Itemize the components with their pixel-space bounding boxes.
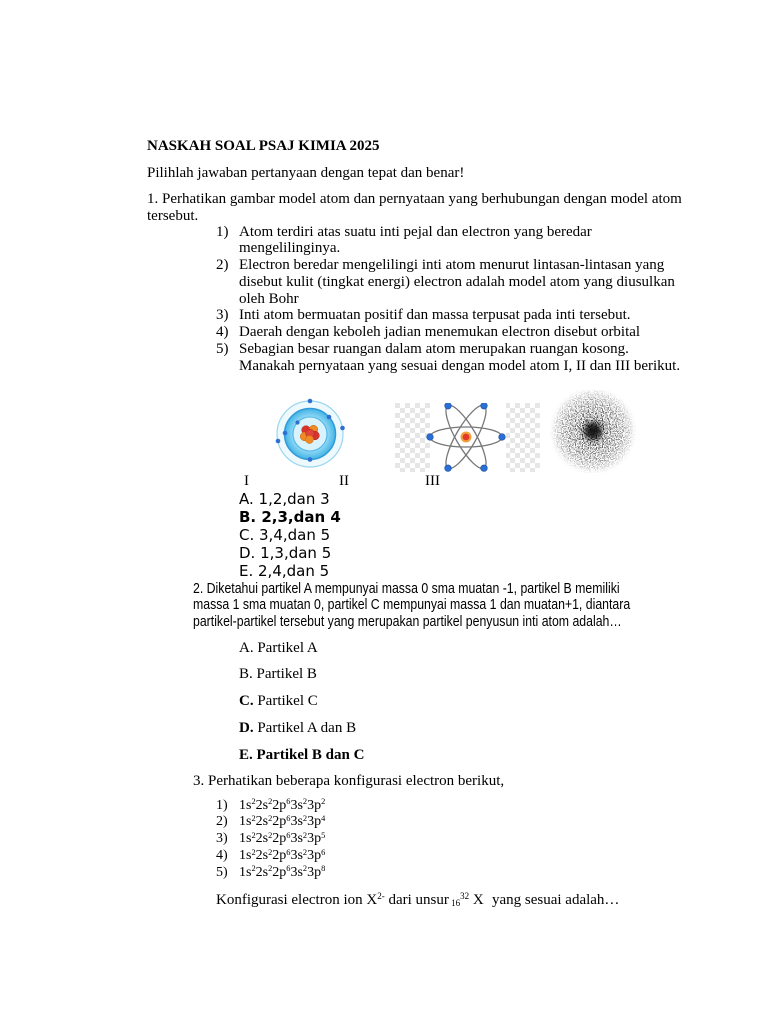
config-electron-count: 2 — [268, 814, 273, 824]
statement-text — [239, 224, 592, 258]
configuration-number: 4) — [216, 847, 228, 863]
config-orbital: 2p — [272, 797, 287, 813]
electron — [295, 420, 299, 424]
config-orbital: 3s — [290, 814, 303, 830]
config-orbital: 2p — [272, 831, 287, 847]
q2-stem-line: partikel-partikel tersebut yang merupakan partikel penyusun inti atom adalah… — [193, 612, 622, 630]
q3-question-text: Konfigurasi electron ion X — [216, 891, 378, 908]
statement-5 — [216, 341, 680, 358]
config-electron-count: 5 — [321, 830, 326, 840]
config-orbital: 3p — [307, 864, 322, 880]
config-orbital: 1s — [239, 797, 252, 813]
option-letter: B. — [239, 666, 253, 683]
config-electron-count: 6 — [286, 864, 291, 874]
statement-text — [239, 257, 675, 307]
document-title: NASKAH SOAL PSAJ KIMIA 2025 — [147, 137, 380, 154]
config-orbital: 3s — [290, 831, 303, 847]
statement-number: 3) — [216, 307, 229, 324]
statement-2 — [216, 257, 680, 307]
configuration-formula — [239, 831, 325, 848]
config-electron-count: 2 — [302, 797, 308, 807]
ion-charge: 2- — [377, 890, 385, 901]
electron — [481, 403, 488, 409]
config-orbital: 3s — [290, 847, 303, 863]
electron — [481, 465, 488, 472]
q2-options — [239, 635, 364, 769]
config-electron-count: 4 — [321, 814, 326, 824]
cloud-core — [584, 422, 602, 440]
statement-text — [239, 307, 631, 324]
q3-question — [216, 892, 619, 909]
element-symbol: X — [472, 891, 484, 908]
electron — [427, 434, 434, 441]
atom-model-image-iii — [540, 390, 650, 473]
statement-number: 2) — [216, 257, 229, 274]
option-letter: E. — [239, 746, 253, 763]
config-electron-count: 2 — [251, 797, 256, 807]
q2-option-c — [239, 688, 364, 715]
config-orbital: 2p — [272, 814, 287, 830]
option-text: Partikel A dan B — [257, 719, 357, 736]
config-orbital: 3p — [307, 814, 322, 830]
electron — [340, 426, 345, 431]
config-electron-count: 2 — [302, 864, 308, 874]
config-electron-count: 2 — [321, 797, 326, 807]
configuration-number: 1) — [216, 797, 228, 813]
config-electron-count: 2 — [302, 830, 308, 840]
q1-option-a: A. 1,2,dan 3 — [239, 490, 330, 508]
config-orbital: 2s — [255, 797, 269, 813]
config-electron-count: 6 — [286, 830, 291, 840]
config-electron-count: 6 — [286, 814, 291, 824]
statement-number: 5) — [216, 340, 229, 357]
q1-question-text: Manakah pernyataan yang sesuai dengan model atom I, II dan III berikut. — [239, 357, 681, 374]
atom-model-image-i — [270, 397, 350, 469]
q2-option-d — [239, 715, 364, 742]
electron-configuration-list — [216, 798, 325, 882]
q1-option-b: B. 2,3,dan 4 — [239, 508, 341, 526]
config-orbital: 1s — [239, 814, 252, 830]
q1-stem-line: tersebut. — [147, 207, 199, 224]
configuration-number: 2) — [216, 814, 228, 830]
q1-stem-line: 1. Perhatikan gambar model atom dan pernyataan yang berhubungan dengan model atom — [147, 190, 682, 207]
neutron — [306, 436, 314, 444]
atomic-number: 16 — [451, 898, 461, 909]
q1-options — [239, 490, 341, 580]
electron — [308, 399, 313, 404]
q2-stem-line: massa 1 sma muatan 0, partikel C mempunyai massa 1 dan muatan+1, diantara — [193, 596, 631, 614]
electron — [327, 415, 332, 420]
q1-option-c: C. 3,4,dan 5 — [239, 526, 331, 544]
q1-stem — [147, 191, 682, 225]
q1-statement-list — [216, 224, 680, 375]
option-text: Partikel C — [257, 693, 318, 710]
electron — [283, 431, 288, 436]
q3-stem: 3. Perhatikan beberapa konfigurasi electron berikut, — [193, 772, 505, 789]
instruction-text: Pilihlah jawaban pertanyaan dengan tepat dan benar! — [147, 164, 465, 181]
q3-question-text: dari unsur — [388, 891, 449, 908]
q2-option-b — [239, 661, 364, 688]
config-orbital: 2s — [255, 831, 269, 847]
statement-number: 4) — [216, 324, 229, 341]
config-orbital: 2p — [272, 847, 287, 863]
option-letter: C. — [239, 693, 254, 710]
statement-line: Atom terdiri atas suatu inti pejal dan electron yang beredar — [239, 223, 592, 240]
statement-line: Electron beredar mengelilingi inti atom menurut lintasan-lintasan yang — [239, 257, 665, 274]
configuration-3 — [216, 831, 325, 848]
config-electron-count: 2 — [302, 847, 308, 857]
q2-option-a — [239, 635, 364, 662]
config-electron-count: 8 — [321, 864, 326, 874]
statement-4 — [216, 324, 680, 341]
q3-question-text: yang sesuai adalah… — [491, 891, 620, 908]
electron — [445, 465, 452, 472]
config-orbital: 3p — [307, 797, 322, 813]
config-orbital: 1s — [239, 864, 252, 880]
config-electron-count: 2 — [302, 814, 308, 824]
configuration-5 — [216, 865, 325, 882]
electron — [499, 434, 506, 441]
configuration-1 — [216, 798, 325, 815]
option-letter: A. — [239, 639, 254, 656]
q1-option-d: D. 1,3,dan 5 — [239, 544, 332, 562]
configuration-formula — [239, 848, 325, 865]
config-orbital: 1s — [239, 831, 252, 847]
config-electron-count: 2 — [268, 797, 273, 807]
config-orbital: 2s — [255, 864, 269, 880]
option-text: Partikel B dan C — [256, 746, 365, 763]
mass-number: 32 — [460, 890, 470, 901]
atom-model-image-ii — [395, 403, 540, 472]
config-electron-count: 2 — [251, 864, 256, 874]
electron — [445, 403, 452, 409]
config-electron-count: 2 — [251, 814, 256, 824]
electron — [308, 457, 313, 462]
config-orbital: 1s — [239, 847, 252, 863]
config-electron-count: 2 — [268, 847, 273, 857]
config-electron-count: 2 — [268, 864, 273, 874]
statement-line: mengelilinginya. — [239, 240, 341, 257]
statement-number: 1) — [216, 223, 229, 240]
config-electron-count: 2 — [268, 830, 273, 840]
image-label-ii: II — [339, 472, 349, 489]
config-electron-count: 6 — [286, 847, 291, 857]
configuration-formula — [239, 814, 325, 831]
configuration-formula — [239, 865, 325, 882]
nucleus-core — [463, 434, 470, 441]
configuration-2 — [216, 814, 325, 831]
statement-text — [239, 324, 640, 341]
option-text: Partikel A — [257, 639, 318, 656]
statement-line: Sebagian besar ruangan dalam atom merupakan ruangan kosong. — [239, 340, 629, 357]
electron — [276, 439, 281, 444]
q2-option-e — [239, 742, 364, 769]
config-orbital: 2s — [255, 814, 269, 830]
statement-text — [239, 341, 629, 358]
config-electron-count: 6 — [321, 847, 326, 857]
q2-stem — [193, 581, 630, 631]
configuration-number: 3) — [216, 831, 228, 847]
option-text: Partikel B — [256, 666, 317, 683]
config-orbital: 2p — [272, 864, 287, 880]
q1-question — [216, 358, 680, 375]
q2-stem-line: 2. Diketahui partikel A mempunyai massa 0 sma muatan -1, partikel B memiliki — [193, 579, 620, 597]
config-electron-count: 6 — [286, 797, 291, 807]
config-electron-count: 2 — [251, 830, 256, 840]
config-orbital: 2s — [255, 847, 269, 863]
option-letter: D. — [239, 719, 254, 736]
statement-line: disebut kulit (tingkat energi) electron adalah model atom yang diusulkan — [239, 273, 675, 290]
config-orbital: 3p — [307, 831, 322, 847]
configuration-number: 5) — [216, 864, 228, 880]
configuration-formula — [239, 798, 325, 815]
statement-1 — [216, 224, 680, 258]
statement-3 — [216, 307, 680, 324]
config-orbital: 3s — [290, 864, 303, 880]
q1-option-e: E. 2,4,dan 5 — [239, 562, 330, 580]
statement-line: Inti atom bermuatan positif dan massa terpusat pada inti tersebut. — [239, 307, 631, 324]
config-orbital: 3s — [290, 797, 303, 813]
statement-line: oleh Bohr — [239, 290, 299, 307]
configuration-4 — [216, 848, 325, 865]
image-label-i: I — [244, 472, 249, 489]
statement-line: Daerah dengan keboleh jadian menemukan electron disebut orbital — [239, 324, 641, 341]
image-label-iii: III — [425, 472, 440, 489]
config-orbital: 3p — [307, 847, 322, 863]
config-electron-count: 2 — [251, 847, 256, 857]
